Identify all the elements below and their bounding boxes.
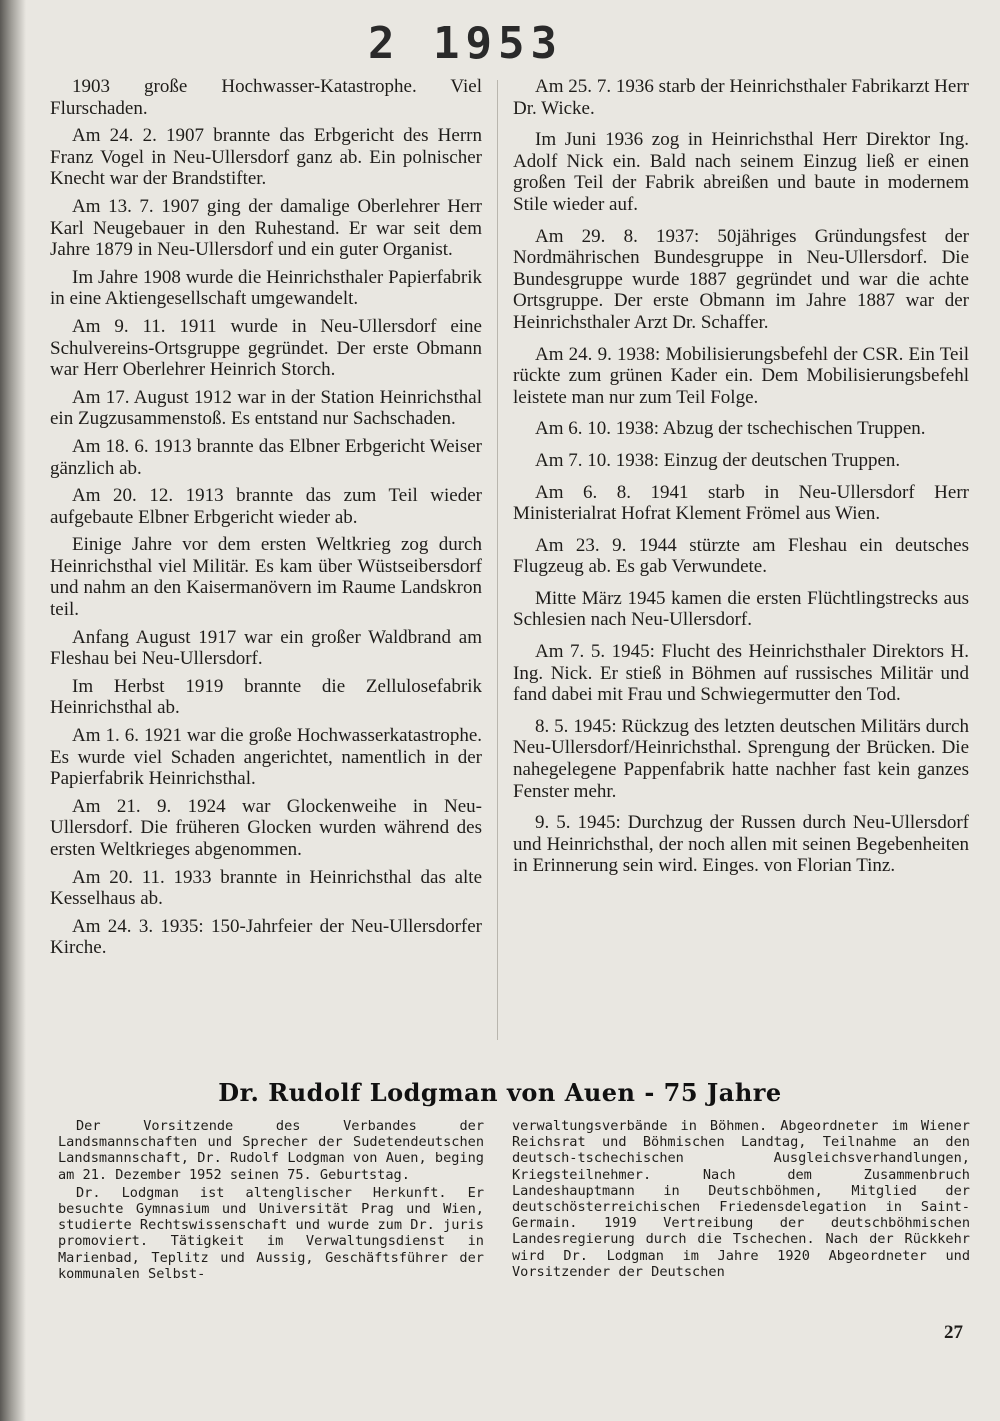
- chronicle-entry: Mitte März 1945 kamen die ersten Flüchtlingstrecks aus Schlesien nach Neu-Ullersdorf.: [513, 587, 969, 631]
- left-column: [50, 76, 482, 965]
- article-paragraph: Dr. Lodgman ist altenglischer Herkunft. Er besuchte Gymnasium und Universität Prag und Wien, studierte Rechtswissenschaft und wurde zum Dr. juris promoviert. Tätigkeit im Verwaltungsdienst in Marienbad, Teplitz und Aussig, Geschäftsführer der kommunalen Selbst-: [58, 1184, 484, 1282]
- page-number: 27: [944, 1322, 963, 1343]
- chronicle-entry: 1903 große Hochwasser-Katastrophe. Viel Flurschaden.: [50, 76, 482, 119]
- chronicle-entry: Am 29. 8. 1937: 50jähriges Gründungsfest der Nordmährischen Bundesgruppe in Neu-Ullersdorf. Die Bundesgruppe wurde 1887 gegründet und war die achte Ortsgruppe. Der erste Obmann im Jahre 1887 war der Heinrichsthaler Arzt Dr. Schaffer.: [513, 225, 969, 333]
- chronicle-entry: Am 13. 7. 1907 ging der damalige Oberlehrer Herr Karl Neugebauer in den Ruhestand. Er war seit dem Jahre 1879 in Neu-Ullersdorf und ein guter Organist.: [50, 195, 482, 261]
- chronicle-entry: Einige Jahre vor dem ersten Weltkrieg zog durch Heinrichsthal viel Militär. Es kam über Wüstseibersdorf und nahm an den Kaisermanövern im Raume Landskron teil.: [50, 534, 482, 621]
- chronicle-entry: Am 23. 9. 1944 stürzte am Fleshau ein deutsches Flugzeug ab. Es gab Verwundete.: [513, 534, 969, 578]
- chronicle-entry: Am 20. 11. 1933 brannte in Heinrichsthal das alte Kesselhaus ab.: [50, 866, 482, 910]
- right-column: [513, 76, 969, 887]
- chronicle-entry: Im Herbst 1919 brannte die Zellulosefabrik Heinrichsthal ab.: [50, 675, 482, 719]
- chronicle-entry: Am 24. 9. 1938: Mobilisierungsbefehl der CSR. Ein Teil rückte zum grünen Kader ein. Dem Mobilisierungsbefehl leistete man nur zum Teil Folge.: [513, 343, 969, 408]
- chronicle-entry: Am 21. 9. 1924 war Glockenweihe in Neu-Ullersdorf. Die früheren Glocken wurden während des ersten Weltkrieges abgenommen.: [50, 795, 482, 860]
- chronicle-entry: Im Juni 1936 zog in Heinrichsthal Herr Direktor Ing. Adolf Nick ein. Bald nach seinem Einzug ließ er einen großen Teil der Fabrik abreißen und baute in modernem Stile wieder auf.: [513, 129, 969, 215]
- article-paragraph: verwaltungsverbände in Böhmen. Abgeordneter im Wiener Reichsrat und Böhmischen Landtag, Teilnahme an den deutsch-tschechischen Ausgleichsverhandlungen, Kriegsteilnehmer. Nach dem Zusammenbruch Landeshauptmann in Deutschböhmen, Mitglied der deutschösterreichischen Friedensdelegation in Saint-Germain. 1919 Vertreibung der deutschböhmischen Landesregierung durch die Tschechen. Nach der Rückkehr wird Dr. Lodgman im Jahre 1920 Abgeordneter und Vorsitzender der Deutschen: [512, 1118, 970, 1280]
- page-binding-shadow: [0, 0, 26, 1421]
- chronicle-entry: Am 1. 6. 1921 war die große Hochwasserkatastrophe. Es wurde viel Schaden angerichtet, namentlich in der Papierfabrik Heinrichsthal.: [50, 725, 482, 790]
- chronicle-entry: Am 7. 5. 1945: Flucht des Heinrichsthaler Direktors H. Ing. Nick. Er stieß in Böhmen auf russisches Militär und fand dabei mit Frau und Schwiegermutter den Tod.: [513, 641, 969, 706]
- chronicle-entry: Im Jahre 1908 wurde die Heinrichsthaler Papierfabrik in eine Aktiengesellschaft umgewandelt.: [50, 266, 482, 310]
- chronicle-entry: Am 20. 12. 1913 brannte das zum Teil wieder aufgebaute Elbner Erbgericht wieder ab.: [50, 485, 482, 528]
- chronicle-entry: 8. 5. 1945: Rückzug des letzten deutschen Militärs durch Neu-Ullersdorf/Heinrichsthal. Sprengung der Brücken. Die nahegelegene Pappenfabrik hatte nachher fast kein ganzes Fenster mehr.: [513, 715, 969, 802]
- chronicle-entry: Anfang August 1917 war ein großer Waldbrand am Fleshau bei Neu-Ullersdorf.: [50, 626, 482, 670]
- chronicle-entry: Am 17. August 1912 war in der Station Heinrichsthal ein Zugzusammenstoß. Es entstand nur Sachschaden.: [50, 386, 482, 430]
- chronicle-entry: Am 24. 3. 1935: 150-Jahrfeier der Neu-Ullersdorfer Kirche.: [50, 915, 482, 959]
- chronicle-entry: Am 6. 8. 1941 starb in Neu-Ullersdorf Herr Ministerialrat Hofrat Klement Frömel aus Wien.: [513, 481, 969, 525]
- article-paragraph: Der Vorsitzende des Verbandes der Landsmannschaften und Sprecher der Sudetendeutschen Landsmannschaft, Dr. Rudolf Lodgman von Auen, beging am 21. Dezember 1952 seinen 75. Geburtstag.: [58, 1118, 484, 1183]
- chronicle-entry: Am 7. 10. 1938: Einzug der deutschen Truppen.: [535, 449, 901, 471]
- chronicle-entry: Am 18. 6. 1913 brannte das Elbner Erbgericht Weiser gänzlich ab.: [50, 435, 482, 479]
- chronicle-entry: Am 24. 2. 1907 brannte das Erbgericht des Herrn Franz Vogel in Neu-Ullersdorf ganz ab. Ein polnischer Knecht war der Brandstifter.: [50, 125, 482, 190]
- chronicle-entry: Am 6. 10. 1938: Abzug der tschechischen Truppen.: [535, 418, 926, 440]
- year-stamp: 2 1953: [368, 18, 563, 69]
- article-right-column: [512, 1118, 970, 1282]
- chronicle-entry: Am 9. 11. 1911 wurde in Neu-Ullersdorf eine Schulvereins-Ortsgruppe gegründet. Der erste Obmann war Herr Oberlehrer Heinrich Storch.: [50, 315, 482, 381]
- chronicle-entry: 9. 5. 1945: Durchzug der Russen durch Neu-Ullersdorf und Heinrichsthal, der noch allen mit seinen Begebenheiten in Erinnerung sein wird. Einges. von Florian Tinz.: [513, 812, 969, 877]
- chronicle-entry: Am 25. 7. 1936 starb der Heinrichsthaler Fabrikarzt Herr Dr. Wicke.: [513, 76, 969, 119]
- article-headline: Dr. Rudolf Lodgman von Auen - 75 Jahre: [218, 1078, 782, 1107]
- article-left-column: [58, 1118, 484, 1284]
- column-divider: [497, 80, 498, 1040]
